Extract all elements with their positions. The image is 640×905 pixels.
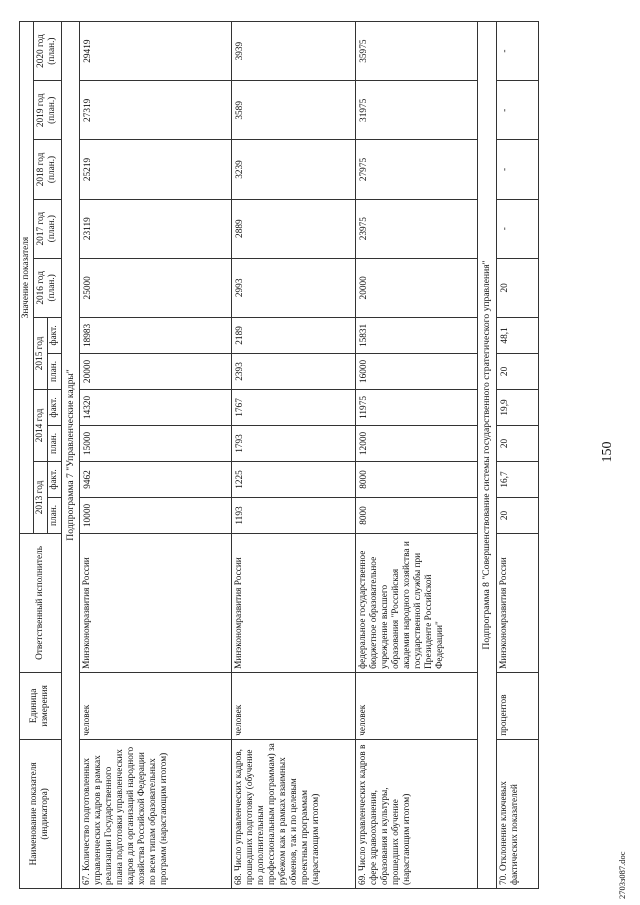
value-cell: 11975 (356, 389, 478, 425)
value-cell: 14320 (80, 389, 232, 425)
executor-cell: Минэкономразвития России (232, 534, 356, 673)
header-plan: план. (47, 497, 61, 533)
indicator-text: Количество подготовленных управленческих кадров в рамках реализации Государственного плана подготовки управленческих кадров для организаций народного хозяйства Российской Федерации по всем типам образовательных программ (нарастающим итогом) (82, 746, 169, 885)
value-cell: 19,9 (496, 389, 538, 425)
value-cell: 18983 (80, 317, 232, 353)
value-cell: 2393 (232, 353, 356, 389)
value-cell: 16000 (356, 353, 478, 389)
value-cell: 20 (496, 258, 538, 317)
header-2019: 2019 год (план.) (33, 81, 61, 140)
value-cell: 27319 (80, 81, 232, 140)
value-cell: 9462 (80, 461, 232, 497)
value-cell: 2189 (232, 317, 356, 353)
executor-cell: Минэкономразвития России (80, 534, 232, 673)
header-2014: 2014 год (33, 389, 47, 461)
value-cell: 15831 (356, 317, 478, 353)
value-cell: 2889 (232, 199, 356, 258)
row-number: 69. (358, 873, 369, 885)
value-cell: 1767 (232, 389, 356, 425)
header-name: Наименование показателя (индикатора) (20, 739, 62, 888)
value-cell: 20 (496, 497, 538, 533)
value-cell: 23975 (356, 199, 478, 258)
header-2015: 2015 год (33, 317, 47, 389)
executor-cell: Минэкономразвития России (496, 534, 538, 673)
value-cell: 8000 (356, 497, 478, 533)
value-cell: - (496, 22, 538, 81)
value-cell: 20 (496, 425, 538, 461)
value-cell: 16,7 (496, 461, 538, 497)
value-cell: 48,1 (496, 317, 538, 353)
header-fact: факт. (47, 389, 61, 425)
header-2013: 2013 год (33, 461, 47, 533)
unit-cell: человек (80, 672, 232, 739)
indicators-table (19, 21, 539, 889)
value-cell: - (496, 81, 538, 140)
table-row (80, 22, 232, 889)
value-cell: 31975 (356, 81, 478, 140)
indicator-text: Отклонение ключевых фактических показателей (498, 781, 520, 885)
indicator-name (356, 739, 478, 888)
indicator-text: Число управленческих кадров в сфере здравоохранения, образования и культуры, прошедших обучение (нарастающим итогом) (358, 744, 413, 885)
value-cell: 15000 (80, 425, 232, 461)
value-cell: 1793 (232, 425, 356, 461)
header-plan: план. (47, 353, 61, 389)
value-cell: 27975 (356, 140, 478, 199)
value-cell: 20000 (356, 258, 478, 317)
executor-cell: федеральное государственное бюджетное образовательное учреждение высшего образования "Российская академия народного хозяйства и государственной службы при Президенте Российской Федерации" (356, 534, 478, 673)
table-row (496, 22, 538, 889)
subprogram-8-heading: Подпрограмма 8 "Совершенствование системы государственного стратегического управления" (478, 22, 496, 889)
value-cell: 35975 (356, 22, 478, 81)
value-cell: 8000 (356, 461, 478, 497)
value-cell: - (496, 199, 538, 258)
footer-filename: 2703з087.doc (617, 851, 627, 899)
row-number: 68. (234, 873, 245, 885)
value-cell: 12000 (356, 425, 478, 461)
subprogram-7-heading: Подпрограмма 7 "Управленческие кадры" (61, 22, 79, 889)
header-2016: 2016 год (план.) (33, 258, 61, 317)
table-row (356, 22, 478, 889)
header-2020: 2020 год (план.) (33, 22, 61, 81)
indicator-name (496, 739, 538, 888)
indicator-text: Число управленческих кадров, прошедших подготовку (обучение по дополнительным профессиональным программам) за рубежом как в рамках взаимных обменов, так и по целевым проектным программам (нарастающим итогом) (234, 743, 321, 885)
value-cell: 25219 (80, 140, 232, 199)
value-cell: 1193 (232, 497, 356, 533)
header-unit: Единица измерения (20, 672, 62, 739)
page-number: 150 (600, 441, 615, 463)
value-cell: 20 (496, 353, 538, 389)
value-cell: 3239 (232, 140, 356, 199)
header-plan: план. (47, 425, 61, 461)
value-cell: 25000 (80, 258, 232, 317)
unit-cell: процентов (496, 672, 538, 739)
value-cell: 10000 (80, 497, 232, 533)
indicator-name (232, 739, 356, 888)
indicator-name (80, 739, 232, 888)
row-number: 70. (498, 873, 509, 885)
value-cell: 3589 (232, 81, 356, 140)
header-fact: факт. (47, 461, 61, 497)
header-2017: 2017 год (план.) (33, 199, 61, 258)
header-2018: 2018 год (план.) (33, 140, 61, 199)
row-number: 67. (82, 873, 93, 885)
value-cell: 1225 (232, 461, 356, 497)
unit-cell: человек (356, 672, 478, 739)
value-cell: 3939 (232, 22, 356, 81)
header-executor: Ответственный исполнитель (20, 534, 62, 673)
value-cell: 29419 (80, 22, 232, 81)
value-cell: 20000 (80, 353, 232, 389)
header-value: Значение показателя (20, 22, 34, 534)
value-cell: 2993 (232, 258, 356, 317)
header-fact: факт. (47, 317, 61, 353)
unit-cell: человек (232, 672, 356, 739)
value-cell: 23119 (80, 199, 232, 258)
table-row (232, 22, 356, 889)
value-cell: - (496, 140, 538, 199)
